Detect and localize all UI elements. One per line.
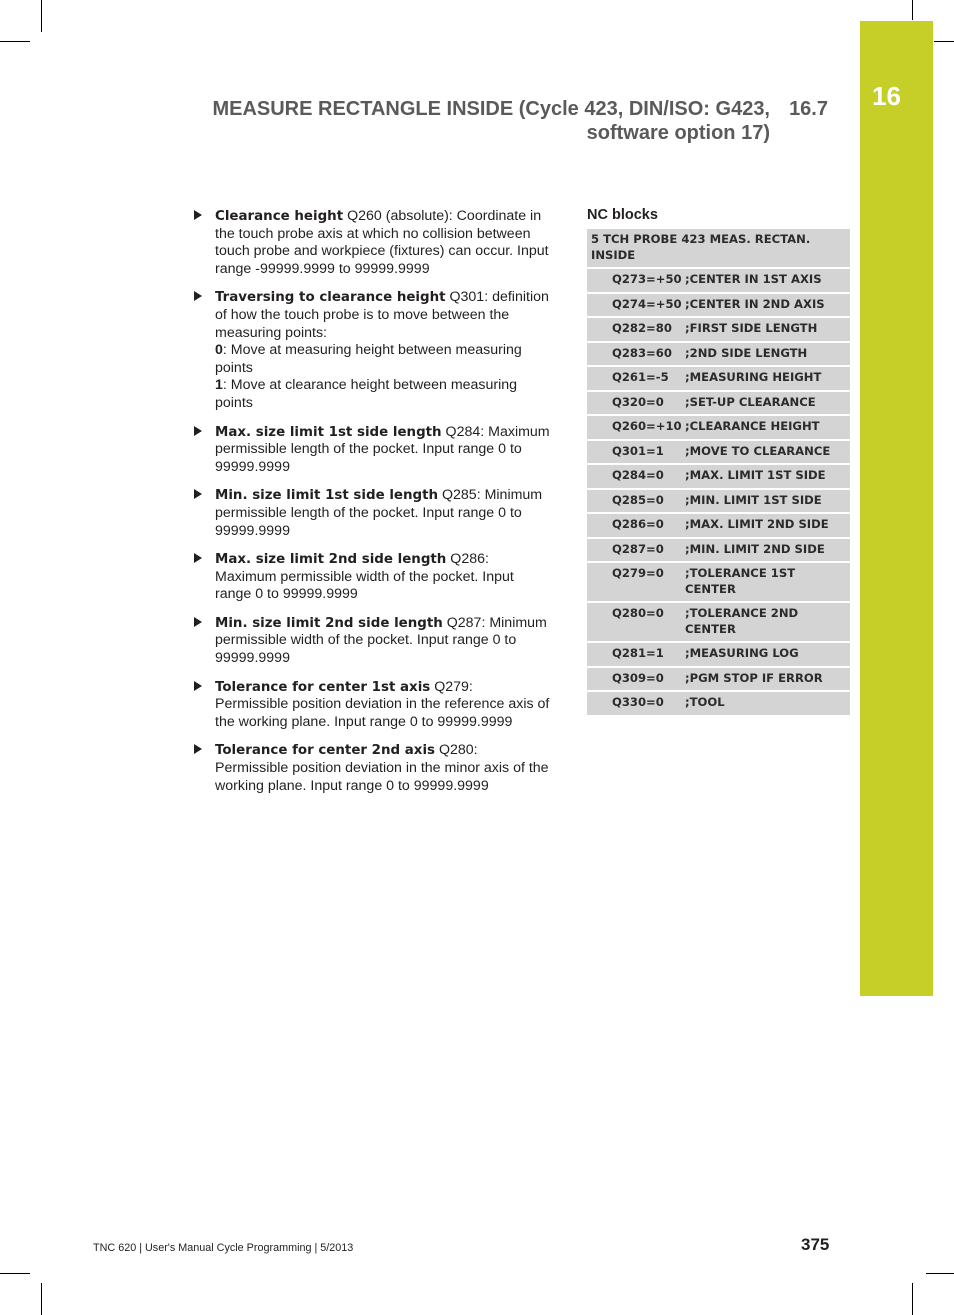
nc-comment: ;CLEARANCE HEIGHT [685, 419, 820, 433]
parameter-item [194, 551, 550, 604]
nc-code: Q285=0 [612, 492, 664, 507]
footer-text: TNC 620 | User's Manual Cycle Programming | 5/2013 [93, 1242, 354, 1254]
crop-mark [0, 41, 30, 42]
nc-row [587, 269, 850, 294]
triangle-bullet-icon [194, 617, 202, 627]
nc-comment: ;MEASURING HEIGHT [685, 370, 822, 384]
nc-code: Q284=0 [612, 468, 664, 482]
parameter-option [215, 377, 550, 412]
nc-code: Q279=0 [612, 566, 664, 580]
nc-row [587, 465, 850, 490]
crop-mark [912, 1283, 913, 1315]
crop-mark [926, 1273, 954, 1274]
nc-comment: ;MOVE TO CLEARANCE [685, 443, 831, 458]
nc-row [587, 392, 850, 417]
triangle-bullet-icon [194, 426, 202, 436]
parameter-description: Q287: Minimum permissible width of the pocket. Input range 0 to 99999.9999 [215, 614, 547, 667]
nc-row [587, 692, 850, 717]
nc-comment: ;CENTER IN 2ND AXIS [685, 296, 825, 311]
nc-comment: ;TOLERANCE 1ST CENTER [685, 566, 796, 596]
parameter-description: Q284: Maximum permissible length of the pocket. Input range 0 to 99999.9999 [215, 423, 550, 475]
nc-row [587, 514, 850, 539]
nc-row [587, 603, 850, 643]
parameter-description: Q285: Minimum permissible length of the pocket. Input range 0 to 99999.9999 [215, 487, 543, 539]
parameter-option [215, 342, 550, 377]
option-text: : Move at measuring height between measuring points [215, 342, 522, 376]
nc-header-row: 5 TCH PROBE 423 MEAS. RECTAN. INSIDE [587, 229, 850, 269]
parameter-item [194, 289, 550, 412]
nc-row [587, 343, 850, 368]
option-value: 1 [215, 377, 223, 394]
nc-code: Q287=0 [612, 541, 664, 556]
nc-code: Q283=60 [612, 345, 672, 360]
parameter-name: Min. size limit 2nd side length [215, 615, 443, 631]
parameter-description: Q280: Permissible position deviation in the minor axis of the working plane. Input range 0 to 99999.9999 [215, 742, 549, 794]
nc-row [587, 643, 850, 668]
nc-rows [587, 269, 850, 717]
triangle-bullet-icon [194, 553, 202, 563]
parameter-description: Q260 (absolute): Coordinate in the touch probe axis at which no collision between touch probe and workpiece (fixtures) can occur. Input range -99999.9999 to 99999.9999 [215, 208, 549, 277]
triangle-bullet-icon [194, 210, 202, 220]
nc-code: Q301=1 [612, 443, 664, 458]
nc-code: Q309=0 [612, 670, 664, 685]
section-number: 16.7 [789, 98, 828, 120]
parameter-item [194, 487, 550, 540]
chapter-number: 16 [872, 81, 901, 111]
parameter-name: Traversing to clearance height [215, 290, 446, 306]
triangle-bullet-icon [194, 744, 202, 754]
nc-comment: ;SET-UP CLEARANCE [685, 394, 816, 409]
crop-mark [41, 1283, 42, 1315]
page-title [170, 97, 770, 145]
nc-comment: ;2ND SIDE LENGTH [685, 345, 808, 360]
nc-code: Q273=+50 [612, 272, 682, 286]
nc-code: Q286=0 [612, 517, 664, 531]
nc-code: Q330=0 [612, 695, 664, 709]
nc-row [587, 539, 850, 564]
page-number: 375 [801, 1235, 830, 1254]
nc-code: Q261=-5 [612, 370, 669, 384]
nc-comment: ;PGM STOP IF ERROR [685, 670, 823, 685]
parameter-description: Q279: Permissible position deviation in the reference axis of the working plane. Input range 0 to 99999.9999 [215, 678, 550, 730]
option-value: 0 [215, 342, 223, 359]
parameter-name: Max. size limit 1st side length [215, 424, 442, 440]
parameter-name: Min. size limit 1st side length [215, 488, 439, 504]
nc-comment: ;TOOL [685, 695, 725, 709]
nc-row [587, 294, 850, 319]
parameter-name: Tolerance for center 1st axis [215, 679, 431, 695]
parameter-item [194, 742, 550, 795]
nc-row [587, 490, 850, 515]
crop-mark [41, 0, 42, 32]
triangle-bullet-icon [194, 489, 202, 499]
crop-mark [912, 0, 913, 20]
parameter-item [194, 424, 550, 477]
nc-blocks-table [587, 229, 850, 717]
nc-row [587, 563, 850, 603]
nc-comment: ;MIN. LIMIT 1ST SIDE [685, 492, 822, 507]
parameter-description: Q301: definition of how the touch probe is to move between the measuring points: [215, 289, 549, 341]
nc-row [587, 318, 850, 343]
parameter-item [194, 615, 550, 668]
chapter-tab [860, 21, 933, 996]
nc-comment: ;MAX. LIMIT 2ND SIDE [685, 517, 829, 531]
nc-row [587, 668, 850, 693]
crop-mark [934, 41, 954, 42]
nc-code: Q274=+50 [612, 296, 682, 311]
nc-comment: ;MIN. LIMIT 2ND SIDE [685, 541, 825, 556]
nc-row [587, 416, 850, 441]
parameter-list [194, 208, 550, 806]
parameter-description: Q286: Maximum permissible width of the pocket. Input range 0 to 99999.9999 [215, 551, 514, 603]
parameter-name: Clearance height [215, 209, 344, 224]
nc-row [587, 441, 850, 466]
nc-comment: ;CENTER IN 1ST AXIS [685, 272, 822, 286]
crop-mark [0, 1273, 30, 1274]
page-title-line2: software option 17) [586, 122, 770, 144]
parameter-name: Max. size limit 2nd side length [215, 552, 447, 568]
nc-blocks-title: NC blocks [587, 207, 658, 223]
nc-code: Q260=+10 [612, 419, 682, 433]
nc-code: Q282=80 [612, 321, 672, 335]
triangle-bullet-icon [194, 291, 202, 301]
nc-comment: ;FIRST SIDE LENGTH [685, 321, 818, 335]
nc-code: Q280=0 [612, 606, 664, 620]
nc-comment: ;MAX. LIMIT 1ST SIDE [685, 468, 826, 482]
parameter-item [194, 679, 550, 732]
parameter-name: Tolerance for center 2nd axis [215, 743, 436, 759]
nc-comment: ;TOLERANCE 2ND CENTER [685, 606, 799, 636]
page-title-line1: MEASURE RECTANGLE INSIDE (Cycle 423, DIN/ISO: G423, [212, 98, 770, 120]
option-text: : Move at clearance height between measuring points [215, 377, 518, 411]
nc-comment: ;MEASURING LOG [685, 646, 799, 660]
parameter-item [194, 208, 550, 278]
triangle-bullet-icon [194, 681, 202, 691]
nc-row [587, 367, 850, 392]
nc-code: Q320=0 [612, 394, 664, 409]
nc-code: Q281=1 [612, 646, 664, 660]
